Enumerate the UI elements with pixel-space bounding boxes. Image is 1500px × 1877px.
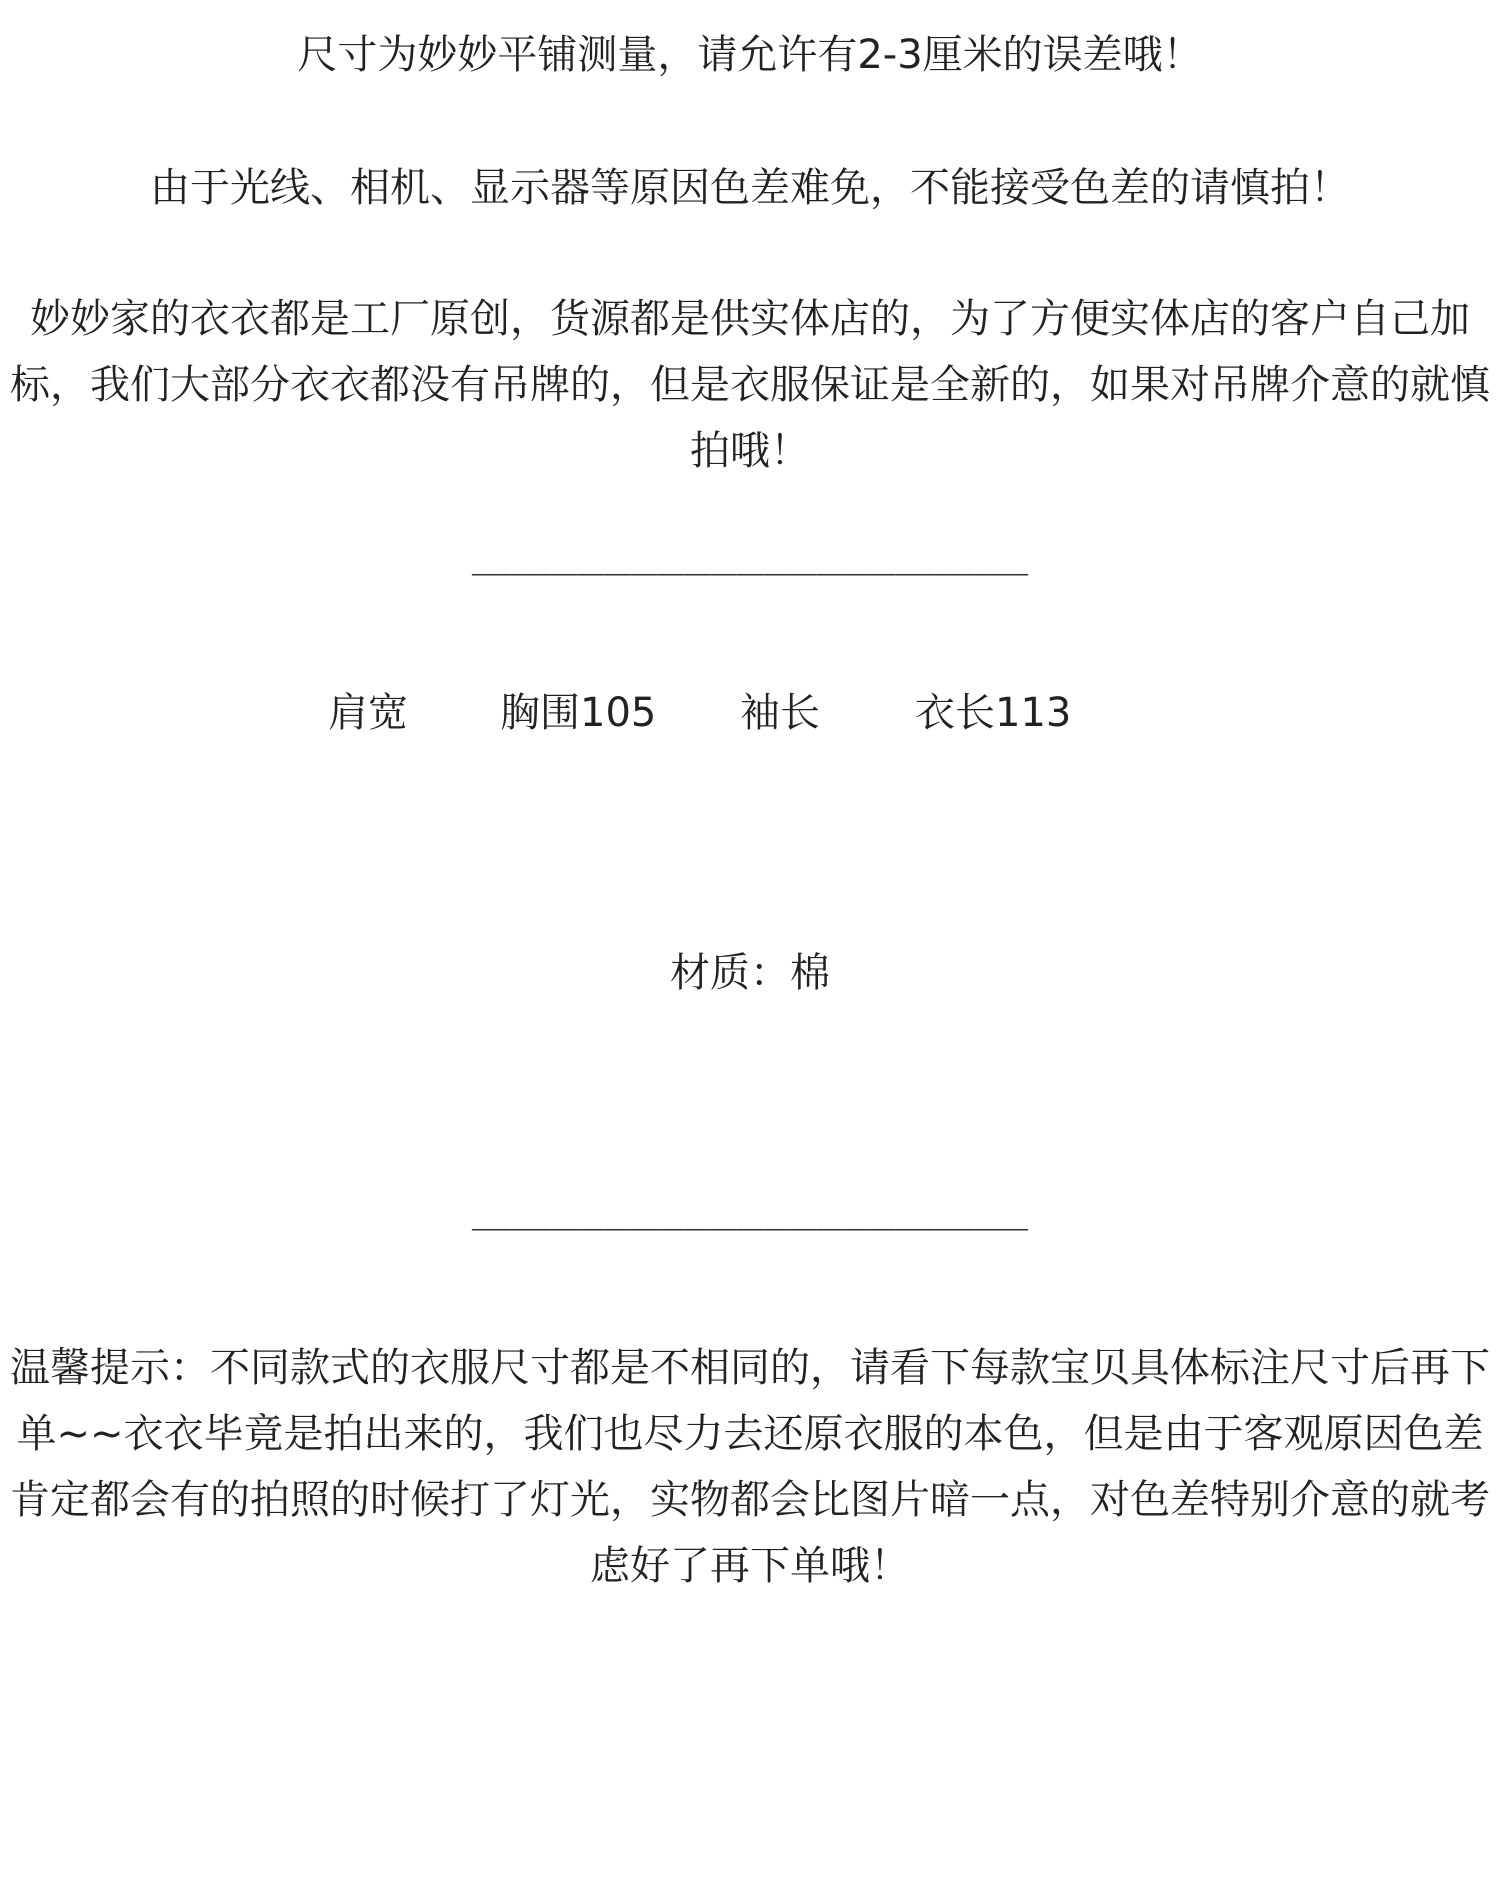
tag-note: 妙妙家的衣衣都是工厂原创，货源都是供实体店的，为了方便实体店的客户自己加标，我们大部分衣衣都没有吊牌的，但是衣服保证是全新的，如果对吊牌介意的就慎拍哦！: [10, 296, 1490, 474]
measurement-note: 尺寸为妙妙平铺测量，请允许有2-3厘米的误差哦！: [297, 32, 1203, 78]
warm-tip: 温馨提示：不同款式的衣服尺寸都是不相同的，请看下每款宝贝具体标注尺寸后再下单~~衣衣毕竟是拍出来的，我们也尽力去还原衣服的本色，但是由于客观原因色差肯定都会有的拍照的时候打了灯光，实物都会比图片暗一点，对色差特别介意的就考虑好了再下单哦！: [10, 1345, 1490, 1589]
material-label: 材质：棉: [670, 950, 830, 996]
size-sleeve: 袖长: [740, 690, 820, 736]
size-chart-row: [0, 680, 1500, 746]
divider-bottom: ——————————————————————————————————————————: [471, 1217, 1029, 1242]
size-chest: 胸围105: [500, 690, 657, 736]
size-length: 衣长113: [915, 690, 1072, 736]
divider-top: ——————————————————————————————————————————: [471, 562, 1029, 587]
color-difference-note: 由于光线、相机、显示器等原因色差难免，不能接受色差的请慎拍！: [150, 165, 1350, 211]
size-shoulder: 肩宽: [328, 690, 408, 736]
